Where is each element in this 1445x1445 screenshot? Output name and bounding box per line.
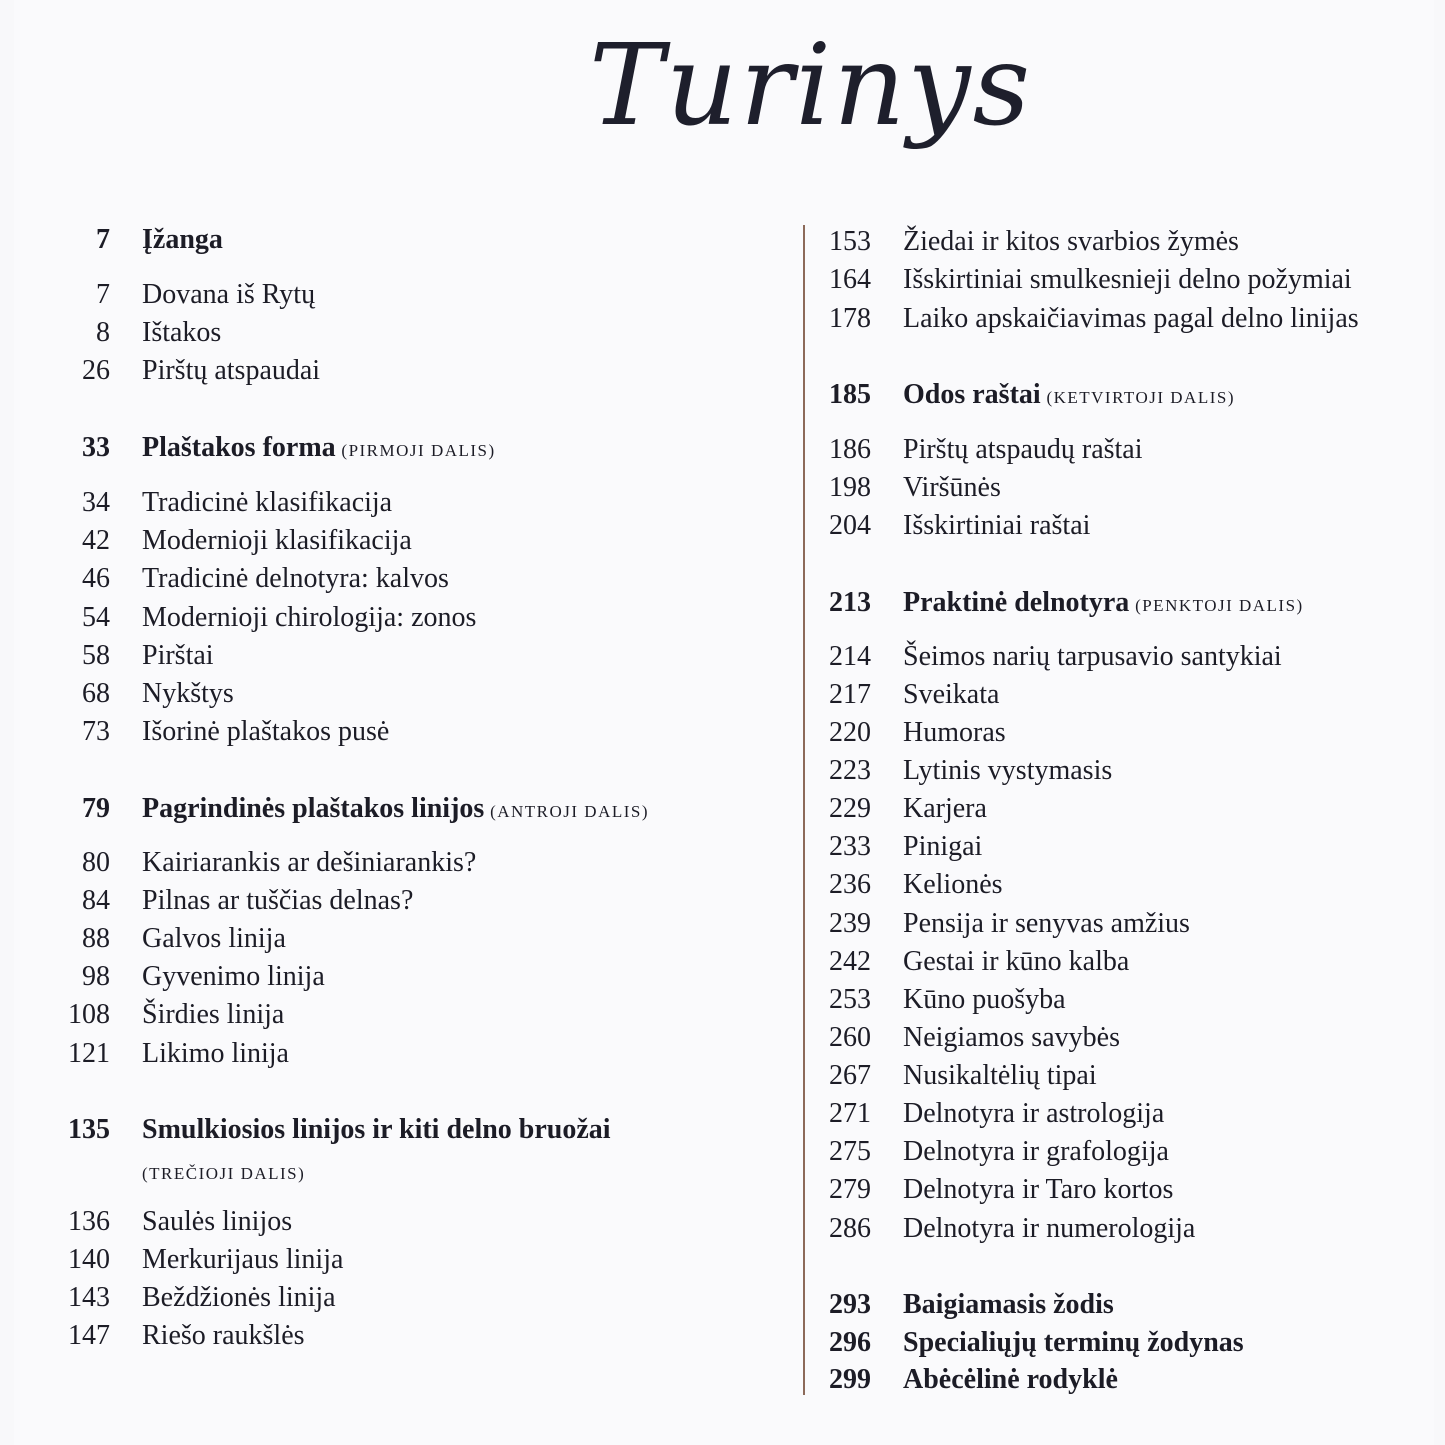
toc-entry-title — [903, 719, 1006, 747]
toc-page-number: 217 — [829, 679, 871, 710]
toc-title-text: Sveikata — [903, 679, 1000, 710]
toc-page-number: 46 — [82, 563, 110, 594]
toc-title-text: Kelionės — [903, 869, 1003, 900]
page-title — [589, 20, 1033, 210]
toc-title-text: Baigiamasis žodis — [903, 1289, 1114, 1320]
toc-entry-title — [142, 489, 392, 517]
toc-page-number: 135 — [68, 1114, 110, 1145]
toc-title-text: Šeimos narių tarpusavio santykiai — [903, 641, 1282, 672]
toc-title-text: Širdies linija — [142, 999, 285, 1030]
toc-entry-title — [903, 948, 1129, 976]
toc-title-text: Išskirtiniai raštai — [903, 510, 1091, 541]
toc-page-number: 8 — [96, 317, 110, 348]
toc-page-number: 178 — [829, 303, 871, 334]
toc-entry-title — [903, 1366, 1118, 1394]
toc-page-number: 286 — [829, 1213, 871, 1244]
toc-page-number: 236 — [829, 869, 871, 900]
toc-page-number: 88 — [82, 923, 110, 954]
toc-title-text: Merkurijaus linija — [142, 1244, 344, 1275]
toc-entry-title — [903, 474, 1001, 502]
toc-title-text: Abėcėlinė rodyklė — [903, 1364, 1118, 1395]
toc-title-text: Išorinė plaštakos pusė — [142, 716, 390, 747]
toc-page-number: 143 — [68, 1282, 110, 1313]
toc-entry-title — [142, 1284, 336, 1312]
toc-entry-title — [142, 1322, 305, 1350]
toc-entry-title — [903, 589, 1304, 617]
toc-entry-title — [142, 1001, 284, 1029]
toc-page-number: 136 — [68, 1206, 110, 1237]
toc-title-text: Gestai ir kūno kalba — [903, 946, 1130, 977]
toc-entry-title — [903, 1100, 1164, 1128]
toc-page-number: 140 — [68, 1244, 110, 1275]
toc-page-number: 80 — [82, 847, 110, 878]
toc-title-text: Modernioji klasifikacija — [142, 525, 412, 556]
toc-page-number: 108 — [68, 999, 110, 1030]
toc-title-text: Laiko apskaičiavimas pagal delno linijas — [903, 303, 1359, 334]
toc-page-number: 229 — [829, 793, 871, 824]
toc-page-number: 204 — [829, 510, 871, 541]
toc-page-number: 34 — [82, 487, 110, 518]
toc-title-text: Pensija ir senyvas amžius — [903, 908, 1190, 939]
toc-title-text: Riešo raukšlės — [142, 1320, 305, 1351]
toc-title-text: Įžanga — [142, 224, 223, 255]
toc-entry-title — [142, 565, 449, 593]
toc-page-number: 275 — [829, 1136, 871, 1167]
toc-title-text: Gyvenimo linija — [142, 961, 325, 992]
toc-entry-title — [903, 833, 982, 861]
toc-page-number: 58 — [82, 640, 110, 671]
toc-entry-title — [142, 925, 286, 953]
toc-entry-title — [142, 434, 496, 462]
toc-title-text: Ištakos — [142, 317, 222, 348]
toc-page-number: 153 — [829, 226, 871, 257]
toc-page-number: 185 — [829, 379, 871, 410]
toc-title-text: Humoras — [903, 717, 1006, 748]
toc-title-text: Pirštų atspaudai — [142, 355, 321, 386]
toc-entry-title — [903, 910, 1190, 938]
toc-entry-title — [142, 1208, 292, 1236]
contents-page — [14, 0, 1434, 1445]
toc-entry-title — [903, 436, 1143, 464]
toc-entry-title — [142, 1157, 305, 1185]
toc-part-label: (KETVIRTOJI DALIS) — [1040, 388, 1235, 407]
toc-title-text: Pirštų atspaudų raštai — [903, 434, 1143, 465]
toc-page-number: 121 — [68, 1038, 110, 1069]
toc-title-text: Delnotyra ir Taro kortos — [903, 1174, 1174, 1205]
toc-title-text: Pagrindinės plaštakos linijos — [142, 793, 485, 824]
toc-title-text: Pinigai — [903, 831, 983, 862]
toc-entry-title — [142, 849, 476, 877]
toc-entry-title — [903, 681, 999, 709]
toc-page-number: 7 — [96, 224, 110, 255]
toc-part-label: (ANTROJI DALIS) — [484, 802, 650, 821]
column-divider — [803, 225, 805, 1395]
toc-page-number: 213 — [829, 587, 871, 618]
toc-entry-title — [903, 1329, 1244, 1357]
toc-title-text: Kūno puošyba — [903, 984, 1066, 1015]
toc-entry-title — [903, 1176, 1173, 1204]
toc-title-text: Išskirtiniai smulkesnieji delno požymiai — [903, 264, 1352, 295]
page-title-text: Turinys — [589, 21, 1033, 151]
toc-entry-title — [903, 871, 1003, 899]
toc-page-number: 293 — [829, 1289, 871, 1320]
toc-page-number: 79 — [82, 793, 110, 824]
toc-part-label: (TREČIOJI DALIS) — [142, 1164, 306, 1183]
toc-entry-title — [142, 795, 649, 823]
toc-title-text: Modernioji chirologija: zonos — [142, 602, 477, 633]
toc-entry-title — [903, 1215, 1195, 1243]
toc-entry-title — [142, 1246, 343, 1274]
toc-page-number: 164 — [829, 264, 871, 295]
toc-page-number: 242 — [829, 946, 871, 977]
toc-title-text: Smulkiosios linijos ir kiti delno bruožai — [142, 1114, 611, 1145]
toc-title-text: Specialiųjų terminų žodynas — [903, 1327, 1244, 1358]
toc-page-number: 54 — [82, 602, 110, 633]
toc-title-text: Neigiamos savybės — [903, 1022, 1120, 1053]
toc-entry-title — [903, 228, 1239, 256]
toc-entry-title — [142, 718, 389, 746]
toc-page-number: 68 — [82, 678, 110, 709]
toc-entry-title — [903, 305, 1359, 333]
toc-entry-title — [903, 381, 1235, 409]
toc-entry-title — [142, 281, 315, 309]
toc-entry-title — [142, 887, 413, 915]
toc-entry-title — [142, 604, 476, 632]
toc-entry-title — [903, 795, 987, 823]
toc-title-text: Dovana iš Rytų — [142, 279, 316, 310]
toc-title-text: Žiedai ir kitos svarbios žymės — [903, 226, 1239, 257]
toc-page-number: 279 — [829, 1174, 871, 1205]
toc-entry-title — [142, 1116, 611, 1144]
toc-entry-title — [142, 963, 325, 991]
toc-title-text: Lytinis vystymasis — [903, 755, 1113, 786]
toc-entry-title — [903, 1062, 1097, 1090]
toc-page-number: 223 — [829, 755, 871, 786]
toc-title-text: Nykštys — [142, 678, 234, 709]
toc-page-number: 220 — [829, 717, 871, 748]
toc-page-number: 271 — [829, 1098, 871, 1129]
toc-entry-title — [903, 1291, 1114, 1319]
toc-title-text: Delnotyra ir astrologija — [903, 1098, 1165, 1129]
toc-entry-title — [903, 986, 1066, 1014]
toc-page-number: 186 — [829, 434, 871, 465]
toc-entry-title — [142, 527, 412, 555]
toc-page-number: 84 — [82, 885, 110, 916]
toc-title-text: Pilnas ar tuščias delnas? — [142, 885, 414, 916]
toc-entry-title — [142, 642, 214, 670]
toc-page-number: 98 — [82, 961, 110, 992]
toc-title-text: Viršūnės — [903, 472, 1001, 503]
toc-entry-title — [903, 1138, 1169, 1166]
toc-title-text: Delnotyra ir grafologija — [903, 1136, 1169, 1167]
toc-title-text: Galvos linija — [142, 923, 286, 954]
toc-page-number: 26 — [82, 355, 110, 386]
toc-title-text: Odos raštai — [903, 379, 1041, 410]
toc-page-number: 147 — [68, 1320, 110, 1351]
toc-title-text: Plaštakos forma — [142, 432, 336, 463]
toc-entry-title — [903, 512, 1090, 540]
toc-title-text: Kairiarankis ar dešiniarankis? — [142, 847, 477, 878]
toc-page-number: 233 — [829, 831, 871, 862]
toc-title-text: Pirštai — [142, 640, 214, 671]
toc-entry-title — [903, 643, 1282, 671]
toc-part-label: (PIRMOJI DALIS) — [335, 441, 496, 460]
toc-title-text: Saulės linijos — [142, 1206, 293, 1237]
toc-page-number: 42 — [82, 525, 110, 556]
toc-page-number: 33 — [82, 432, 110, 463]
toc-page-number: 214 — [829, 641, 871, 672]
toc-title-text: Delnotyra ir numerologija — [903, 1213, 1196, 1244]
toc-page-number: 267 — [829, 1060, 871, 1091]
toc-page-number: 239 — [829, 908, 871, 939]
toc-page-number: 260 — [829, 1022, 871, 1053]
toc-entry-title — [142, 319, 221, 347]
toc-title-text: Karjera — [903, 793, 987, 824]
toc-entry-title — [142, 1040, 289, 1068]
toc-title-text: Praktinė delnotyra — [903, 587, 1130, 618]
toc-entry-title — [142, 357, 320, 385]
toc-entry-title — [903, 1024, 1120, 1052]
toc-page-number: 299 — [829, 1364, 871, 1395]
toc-page-number: 7 — [96, 279, 110, 310]
toc-title-text: Likimo linija — [142, 1038, 289, 1069]
toc-title-text: Beždžionės linija — [142, 1282, 336, 1313]
toc-entry-title — [903, 266, 1352, 294]
toc-entry-title — [142, 226, 223, 254]
toc-page-number: 198 — [829, 472, 871, 503]
toc-title-text: Tradicinė klasifikacija — [142, 487, 393, 518]
toc-page-number: 253 — [829, 984, 871, 1015]
toc-entry-title — [142, 680, 234, 708]
toc-title-text: Nusikaltėlių tipai — [903, 1060, 1097, 1091]
toc-title-text: Tradicinė delnotyra: kalvos — [142, 563, 449, 594]
toc-page-number: 296 — [829, 1327, 871, 1358]
toc-page-number: 73 — [82, 716, 110, 747]
toc-entry-title — [903, 757, 1112, 785]
toc-part-label: (PENKTOJI DALIS) — [1129, 596, 1304, 615]
